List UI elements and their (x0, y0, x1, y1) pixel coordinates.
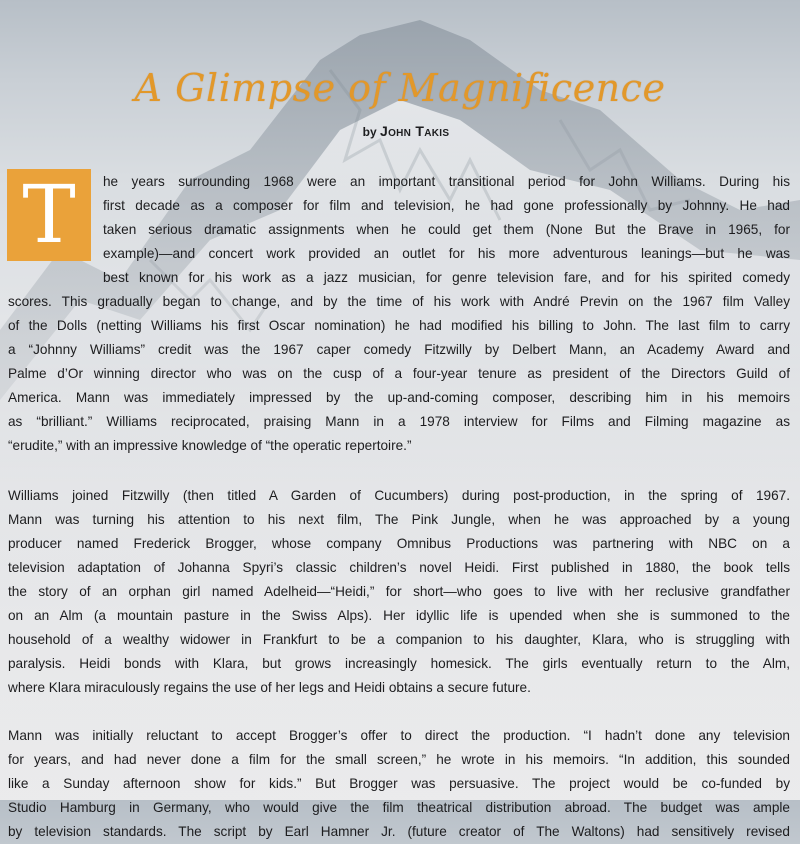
body-line: as “brilliant.” Williams reciprocated, praising Mann in a 1978 interview for Films and Filming magazine as (8, 414, 790, 429)
body-line: where Klara miraculously regains the use of her legs and Heidi obtains a secure future. (8, 680, 531, 695)
article-byline (0, 123, 800, 139)
body-line: household of a wealthy widower in Frankfurt to be a companion to his daughter, Klara, who is struggling with (8, 632, 790, 647)
body-line: of the Dolls (netting Williams his first Oscar nomination) he had modified his billing to John. The last film to carry (8, 318, 790, 333)
body-line: on an Alm (a mountain pasture in the Swiss Alps). Her idyllic life is upended when she is summoned to the (8, 608, 790, 623)
byline-prefix: by (362, 125, 377, 139)
body-line: paralysis. Heidi bonds with Klara, but grows increasingly homesick. The girls eventually return to the Alm, (8, 656, 790, 671)
body-line: taken serious dramatic assignments when he could get them (None But the Brave in 1965, for (103, 222, 790, 237)
body-line: scores. This gradually began to change, and by the time of his work with André Previn on the 1967 film Valley (8, 294, 790, 309)
body-line: first decade as a composer for film and television, he had gone professionally by Johnny. He had (103, 198, 790, 213)
body-line: America. Mann was immediately impressed by the up-and-coming composer, describing him in his memoirs (8, 390, 790, 405)
body-line: Studio Hamburg in Germany, who would give the film theatrical distribution abroad. The budget was ample (8, 800, 790, 815)
body-line: Mann was initially reluctant to accept Brogger’s offer to direct the production. “I hadn’t done any television (8, 728, 790, 743)
article-title: A Glimpse of Magnificence (134, 66, 666, 110)
body-line: for years, and had never done a film for the small screen,” he wrote in his memoirs. “In addition, this sounded (8, 752, 790, 767)
body-line: Palme d’Or winning director who was on the cusp of a four-year tenure as president of the Directors Guild of (8, 366, 790, 381)
body-line: “erudite,” with an impressive knowledge of “the operatic repertoire.” (8, 438, 412, 453)
body-line: Williams joined Fitzwilly (then titled A Garden of Cucumbers) during post-production, in the spring of 1967. (8, 488, 790, 503)
body-line: producer named Frederick Brogger, whose company Omnibus Productions was partnering with NBC on a (8, 536, 790, 551)
body-line: like a Sunday afternoon show for kids.” But Brogger was persuasive. The project would be co-funded by (8, 776, 790, 791)
drop-cap: T (7, 169, 91, 261)
body-line: a “Johnny Williams” credit was the 1967 caper comedy Fitzwilly by Delbert Mann, an Academy Award and (8, 342, 790, 357)
body-line: by television standards. The script by Earl Hamner Jr. (future creator of The Waltons) had sensitively revised (8, 824, 790, 839)
body-line: example)—and concert work provided an outlet for his more adventurous leanings—but he was (103, 246, 790, 261)
body-line: Mann was turning his attention to his next film, The Pink Jungle, when he was approached by a young (8, 512, 790, 527)
body-line: he years surrounding 1968 were an important transitional period for John Williams. During his (103, 174, 790, 189)
body-line: the story of an orphan girl named Adelheid—“Heidi,” for short—who goes to live with her reclusive grandfather (8, 584, 790, 599)
body-line: television adaptation of Johanna Spyri’s classic children’s novel Heidi. First published in 1880, the book tells (8, 560, 790, 575)
body-line: best known for his work as a jazz musician, for genre television fare, and for his spirited comedy (103, 270, 790, 285)
author-name: John Takis (380, 123, 450, 139)
